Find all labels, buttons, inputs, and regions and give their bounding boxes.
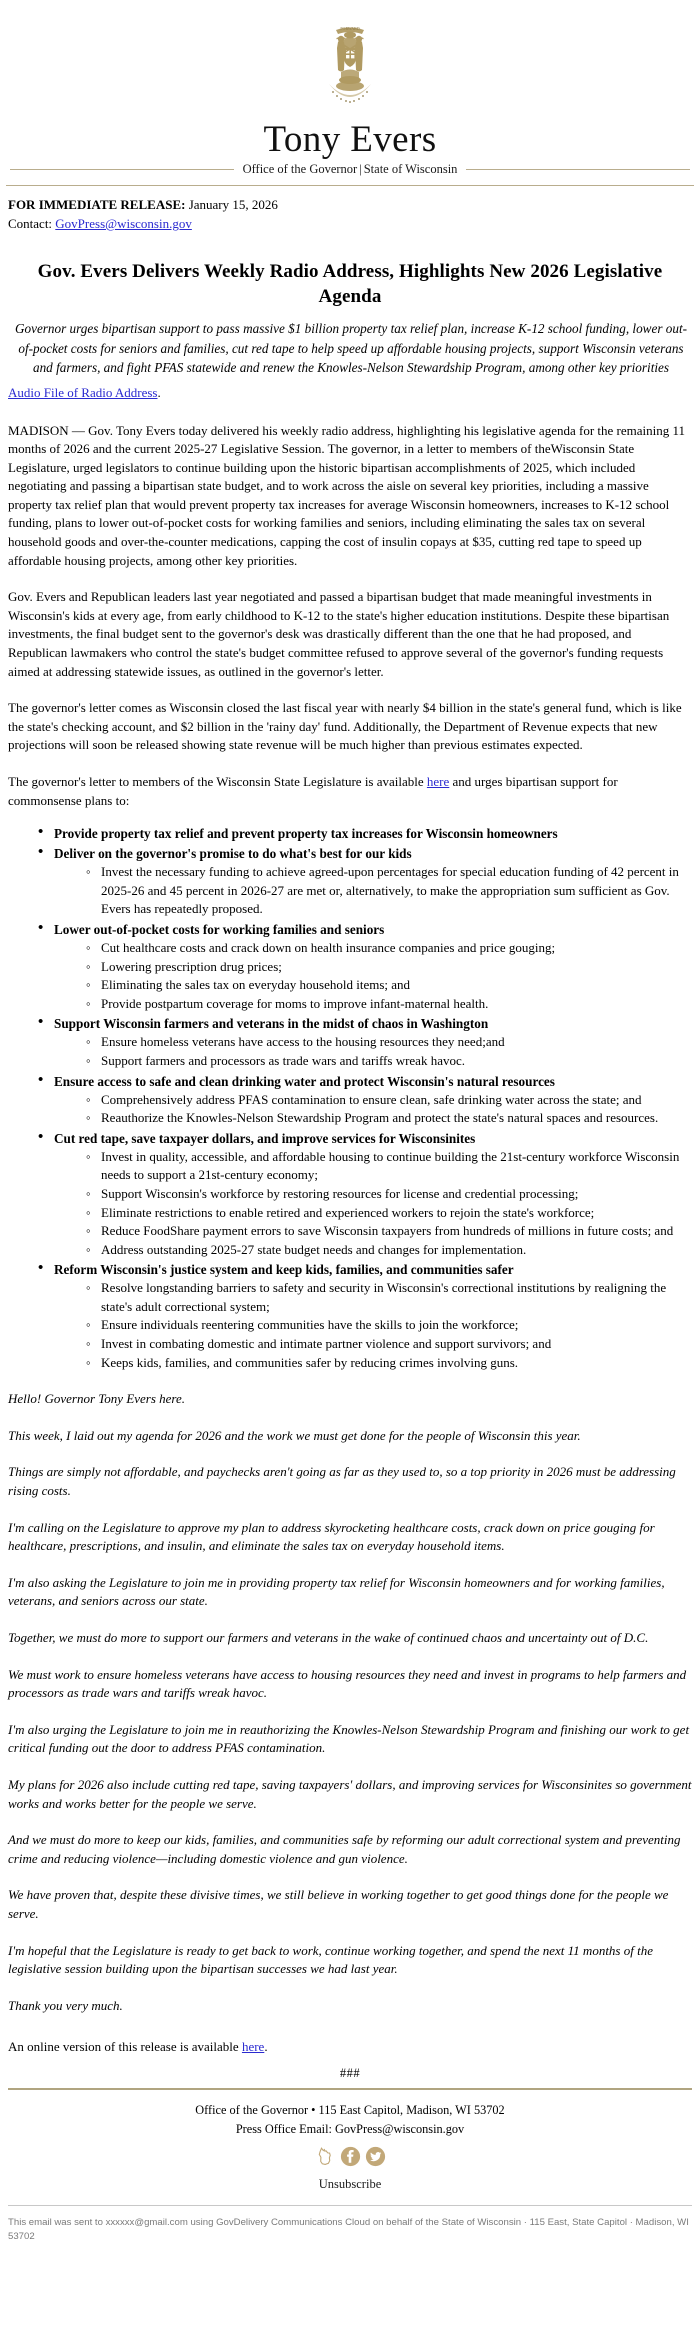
list-item bbox=[38, 824, 692, 843]
transcript-paragraph: Together, we must do more to support our farmers and veterans in the wake of continued chaos and uncertainty out of D.C. bbox=[8, 1630, 649, 1645]
deck-subheading: Governor urges bipartisan support to pass massive $1 billion property tax relief plan, increase K-12 school funding, lower out-of-pocket costs for seniors and families, cut red tape to help speed up affordable housing projects, support Wisconsin veterans and farmers, and fight PFAS statewide and renew the Knowles-Nelson Stewardship Program, among other key priorities bbox=[14, 321, 688, 375]
sub-list bbox=[54, 1033, 692, 1070]
rule-right bbox=[466, 169, 690, 170]
release-meta bbox=[0, 186, 700, 233]
sub-list bbox=[54, 863, 692, 919]
list-item bbox=[38, 920, 692, 1013]
plan-heading: Ensure access to safe and clean drinking water and protect Wisconsin's natural resources bbox=[54, 1073, 555, 1089]
online-after: . bbox=[264, 2039, 268, 2055]
wisconsin-state-seal-icon bbox=[311, 22, 389, 117]
release-date: January 15, 2026 bbox=[185, 197, 278, 212]
wisconsin-outline-icon[interactable] bbox=[315, 2146, 336, 2167]
audio-trailing-period: . bbox=[157, 384, 161, 400]
rule-left bbox=[10, 169, 234, 170]
sub-list-item: ◦ Eliminating the sales tax on everyday household items; and bbox=[86, 976, 692, 995]
unsubscribe-link[interactable]: Unsubscribe bbox=[318, 2177, 382, 2192]
plans-list bbox=[8, 824, 692, 1372]
sub-list-item: ◦ Ensure homeless veterans have access to the housing resources they need;and bbox=[86, 1033, 692, 1052]
contact-email-link[interactable]: GovPress@wisconsin.gov bbox=[55, 216, 192, 231]
transcript-paragraph: This week, I laid out my agenda for 2026 and the work we must get done for the people of Wisconsin this year. bbox=[8, 1427, 581, 1443]
sub-list-item: ◦ Comprehensively address PFAS contamination to ensure clean, safe drinking water across the state; and bbox=[86, 1091, 692, 1110]
online-before: An online version of this release is available bbox=[8, 2039, 242, 2055]
release-body bbox=[0, 422, 700, 1373]
transcript-paragraph: I'm also asking the Legislature to join me in providing property tax relief for Wisconsin homeowners and for working families, veterans, and seniors across our state. bbox=[8, 1574, 665, 1609]
sub-list-item: ◦ Resolve longstanding barriers to safety and security in Wisconsin's correctional institutions by realigning the state's adult correctional system; bbox=[86, 1279, 692, 1316]
list-item bbox=[38, 844, 692, 919]
sub-list-item: ◦ Provide postpartum coverage for moms to improve infant-maternal health. bbox=[86, 995, 692, 1014]
state-label: State of Wisconsin bbox=[363, 162, 458, 176]
sub-list-item: ◦ Support Wisconsin's workforce by restoring resources for license and credential processing; bbox=[86, 1185, 692, 1204]
transcript-paragraph: Thank you very much. bbox=[8, 1997, 123, 2013]
sub-list-item: ◦ Lowering prescription drug prices; bbox=[86, 958, 692, 977]
twitter-icon[interactable] bbox=[365, 2146, 386, 2167]
transcript-paragraph: I'm also urging the Legislature to join me in reauthorizing the Knowles-Nelson Stewardship Program and finishing our work to get critical funding out the door to address PFAS contamination. bbox=[8, 1721, 690, 1756]
transcript-paragraph: Hello! Governor Tony Evers here. bbox=[8, 1391, 186, 1407]
page-title: Gov. Evers Delivers Weekly Radio Address, Highlights New 2026 Legislative Agenda bbox=[37, 261, 663, 307]
contact-label: Contact: bbox=[8, 216, 56, 231]
masthead bbox=[0, 0, 700, 186]
sub-list-item: ◦ Eliminate restrictions to enable retired and experienced workers to rejoin the state's workforce; bbox=[86, 1204, 692, 1223]
sub-list bbox=[54, 939, 692, 1013]
footer-address: Office of the Governor • 115 East Capitol, Madison, WI 53702 bbox=[195, 2103, 505, 2118]
letter-intro-after: and urges bipartisan support for commonsense plans to: bbox=[8, 774, 618, 808]
office-label: Office of the Governor bbox=[242, 162, 358, 176]
wisconsin-outline-icon-glyph bbox=[315, 2146, 336, 2167]
end-marker: ### bbox=[339, 2066, 361, 2081]
subline-separator: | bbox=[359, 162, 362, 176]
sub-list-item: ◦ Support farmers and processors as trade wars and tariffs wreak havoc. bbox=[86, 1052, 692, 1071]
transcript-paragraph: We have proven that, despite these divisive times, we still believe in working together to get good things done for the people we serve. bbox=[8, 1887, 669, 1921]
list-item bbox=[38, 1014, 692, 1070]
sub-list-item: ◦ Invest in combating domestic and intimate partner violence and support survivors; and bbox=[86, 1335, 692, 1354]
plan-heading: Reform Wisconsin's justice system and keep kids, families, and communities safer bbox=[54, 1262, 514, 1278]
contact-line bbox=[8, 214, 692, 233]
list-item bbox=[38, 1072, 692, 1128]
governor-name: Tony Evers bbox=[263, 119, 437, 160]
list-item bbox=[38, 1260, 692, 1372]
sub-list-item: ◦ Invest in quality, accessible, and affordable housing to continue building the 21st-century workforce Wisconsin needs to support a 21st-century economy; bbox=[86, 1148, 692, 1185]
release-label: FOR IMMEDIATE RELEASE: bbox=[8, 197, 186, 212]
transcript-paragraph: I'm hopeful that the Legislature is ready to get back to work, continue working together, and spend the next 11 months of the legislative session building upon the bipartisan successes we had last year. bbox=[8, 1942, 653, 1977]
letter-intro-before: The governor's letter to members of the Wisconsin State Legislature is available bbox=[8, 774, 427, 789]
sub-list-item: ◦ Reduce FoodShare payment errors to save Wisconsin taxpayers from hundreds of millions in future costs; and bbox=[86, 1222, 692, 1241]
plan-heading: Deliver on the governor's promise to do what's best for our kids bbox=[54, 846, 412, 862]
online-here-link[interactable]: here bbox=[241, 2039, 265, 2055]
letter-intro-paragraph bbox=[8, 773, 692, 810]
svg-text:FORWARD: FORWARD bbox=[340, 26, 360, 31]
twitter-icon-glyph bbox=[365, 2146, 386, 2167]
sub-list bbox=[54, 1148, 692, 1260]
sub-list-item: ◦ Ensure individuals reentering communities have the skills to join the workforce; bbox=[86, 1316, 692, 1335]
facebook-icon-glyph bbox=[340, 2146, 361, 2167]
sub-list-item: ◦ Invest the necessary funding to achieve agreed-upon percentages for special education funding of 42 percent in 2025-26 and 45 percent in 2026-27 are met or, alternatively, to make the appropriation sum sufficient as Gov. Evers has repeatedly proposed. bbox=[86, 863, 692, 919]
body-paragraph: Gov. Evers and Republican leaders last year negotiated and passed a bipartisan budget that made meaningful investments in Wisconsin's kids at every age, from early childhood to K-12 to the state's higher education institutions. Despite these bipartisan investments, the final budget sent to the governor's desk was drastically different than the one that he had proposed, and Republican lawmakers who control the state's budget committee refused to approve several of the governor's funding requests aimed at addressing statewide issues, as outlined in the governor's letter. bbox=[8, 589, 670, 679]
plan-heading: Cut red tape, save taxpayer dollars, and improve services for Wisconsinites bbox=[54, 1130, 476, 1146]
footer-press-email: Press Office Email: GovPress@wisconsin.gov bbox=[235, 2122, 465, 2137]
sub-list-item: ◦ Address outstanding 2025-27 state budget needs and changes for implementation. bbox=[86, 1241, 692, 1260]
transcript-paragraph: We must work to ensure homeless veterans have access to housing resources they need and invest in programs to help farmers and processors as trade wars and tariffs wreak havoc. bbox=[8, 1666, 687, 1701]
sub-list bbox=[54, 1091, 692, 1128]
plan-heading: Support Wisconsin farmers and veterans in the midst of chaos in Washington bbox=[54, 1016, 489, 1032]
masthead-subline bbox=[0, 162, 700, 177]
transcript-paragraph: Things are simply not affordable, and paychecks aren't going as far as they used to, so a top priority in 2026 must be addressing rising costs. bbox=[8, 1464, 676, 1499]
sub-list-item: ◦ Reauthorize the Knowles-Nelson Stewardship Program and protect the state's natural spaces and resources. bbox=[86, 1109, 692, 1128]
social-links bbox=[8, 2146, 692, 2167]
office-state-line bbox=[243, 162, 458, 177]
email-disclaimer: This email was sent to xxxxxx@gmail.com using GovDelivery Communications Cloud on behalf of the State of Wisconsin · 115 East, State Capitol · Madison, WI 53702 bbox=[8, 2217, 689, 2242]
online-version-line bbox=[0, 2037, 700, 2056]
audio-file-line bbox=[0, 378, 700, 402]
transcript-paragraph: I'm calling on the Legislature to approve my plan to address skyrocketing healthcare costs, crack down on price gouging for healthcare, prescriptions, and insulin, and eliminate the sales tax on everyday household items. bbox=[8, 1519, 655, 1554]
radio-address-transcript bbox=[0, 1390, 700, 2015]
transcript-paragraph: And we must do more to keep our kids, families, and communities safe by reforming our adult correctional system and preventing crime and reducing violence—including domestic violence and gun violence. bbox=[8, 1832, 681, 1866]
plan-heading: Lower out-of-pocket costs for working families and seniors bbox=[54, 921, 385, 937]
body-paragraph: The governor's letter comes as Wisconsin closed the last fiscal year with nearly $4 billion in the state's general fund, which is like the state's checking account, and $2 billion in the 'rainy day' fund. Additionally, the Department of Revenue expects that new projections will soon be released showing state revenue will be much higher than previous estimates expected. bbox=[8, 700, 682, 753]
facebook-icon[interactable] bbox=[340, 2146, 361, 2167]
footer bbox=[0, 2090, 700, 2192]
release-date-line bbox=[8, 195, 692, 214]
plan-heading: Provide property tax relief and prevent property tax increases for Wisconsin homeowners bbox=[54, 826, 558, 842]
sub-list-item: ◦ Cut healthcare costs and crack down on health insurance companies and price gouging; bbox=[86, 939, 692, 958]
sub-list bbox=[54, 1279, 692, 1372]
audio-file-link[interactable]: Audio File of Radio Address bbox=[8, 384, 158, 400]
list-item bbox=[38, 1129, 692, 1260]
body-paragraph: MADISON — Gov. Tony Evers today delivered his weekly radio address, highlighting his legislative agenda for the remaining 11 months of 2026 and the current 2025-27 Legislative Session. The governor, in a letter to members of theWisconsin State Legislature, urged legislators to continue building upon the historic bipartisan accomplishments of 2025, which included negotiating and passing a bipartisan state budget, and to work across the aisle on several key priorities, including a massive property tax relief plan that would prevent property tax increases for average Wisconsin homeowners, increases to K-12 school funding, plans to lower out-of-pocket costs for working families and seniors, including eliminating the sales tax on several household goods and over-the-counter medications, capping the cost of insulin copays at $35, cutting red tape to speed up affordable housing projects, among other key priorities. bbox=[8, 422, 685, 568]
letter-here-link[interactable]: here bbox=[426, 774, 450, 789]
transcript-paragraph: My plans for 2026 also include cutting red tape, saving taxpayers' dollars, and improving services for Wisconsinites so government works and works better for the people we serve. bbox=[8, 1776, 692, 1811]
sub-list-item: ◦ Keeps kids, families, and communities safer by reducing crimes involving guns. bbox=[86, 1354, 692, 1373]
unsubscribe-row bbox=[8, 2177, 692, 2192]
